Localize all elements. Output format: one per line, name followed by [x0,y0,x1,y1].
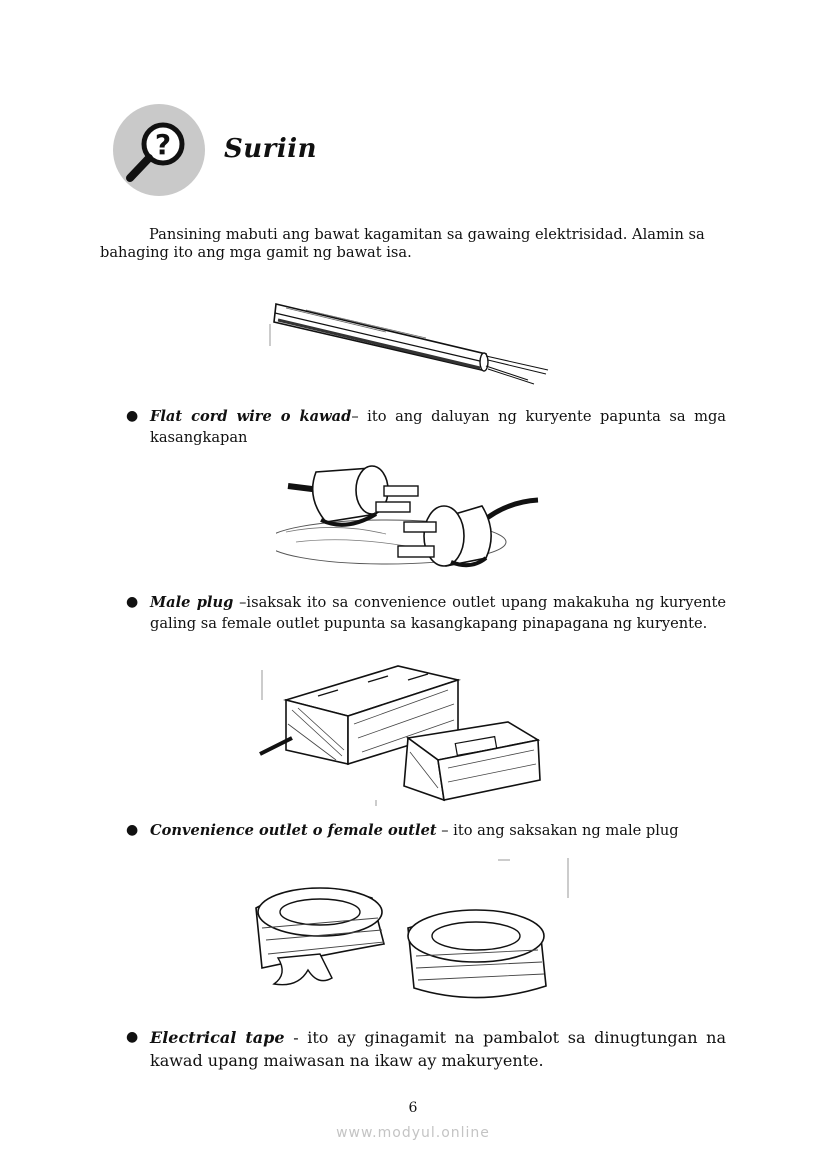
bullet-dot: ● [126,1029,139,1045]
section-icon-badge [113,104,205,196]
bullet-dot: ● [126,594,139,610]
list-item-electrical-tape [126,1026,726,1072]
term-convenience-outlet: Convenience outlet o female outlet [150,822,437,839]
desc-flat-cord: – ito ang daluyan ng kuryente papunta sa mga kasangkapan [150,408,727,446]
electrical-tape-icon [248,858,574,1016]
list-item-flat-cord [126,406,726,448]
intro-paragraph: Pansining mabuti ang bawat kagamitan sa gawaing elektrisidad. Alamin sa bahaging ito ang mga gamit ng bawat isa. [100,226,705,261]
svg-text:?: ? [154,128,172,161]
watermark: www.modyul.online [336,1125,490,1141]
desc-male-plug: –isaksak ito sa convenience outlet upang makakuha ng kuryente galing sa female outlet pupunta sa kasangkapang pinapagana ng kuryente. [150,594,726,632]
term-flat-cord: Flat cord wire o kawad [150,408,352,425]
convenience-outlet-icon [258,660,554,806]
term-male-plug: Male plug [150,594,234,611]
magnifier-question-icon [113,104,205,196]
desc-convenience-outlet: – ito ang saksakan ng male plug [436,822,679,839]
male-plug-icon [276,462,552,582]
bullet-dot: ● [126,822,139,838]
flat-cord-wire-icon [266,296,556,388]
list-item-convenience-outlet [126,820,726,841]
page-number: 6 [408,1100,418,1116]
term-electrical-tape: Electrical tape [150,1028,285,1047]
list-item-male-plug [126,592,726,634]
desc-electrical-tape: - ito ay ginagamit na pambalot sa dinugtungan na kawad upang maiwasan na ikaw ay makuryente. [150,1028,726,1070]
section-title: Suriin [224,134,318,164]
bullet-dot: ● [126,408,139,424]
